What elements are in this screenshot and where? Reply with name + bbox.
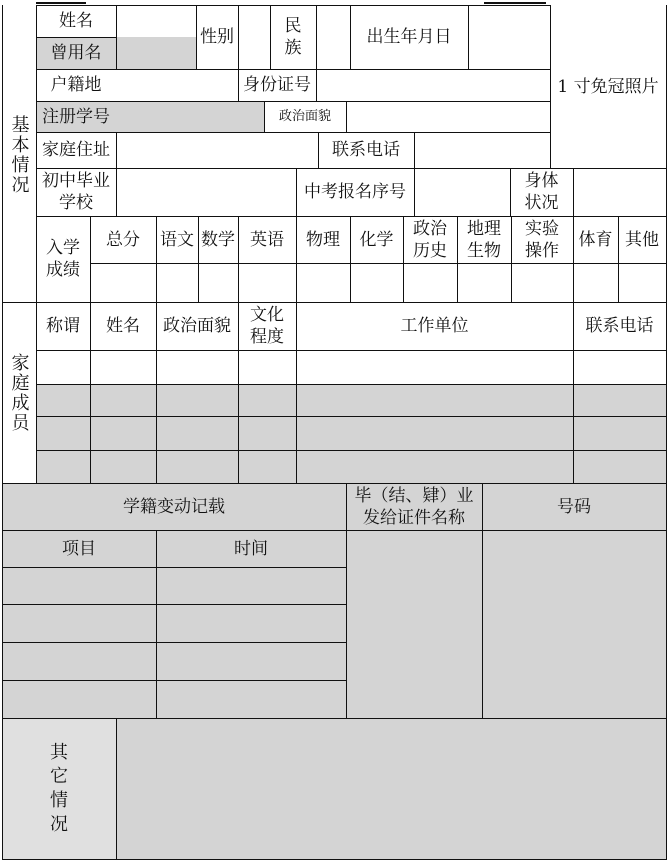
subject-chinese: 语文 [160, 229, 194, 250]
subject-chemistry: 化学 [359, 229, 394, 250]
line-v-573-a [573, 168, 574, 216]
id-number-label: 身份证号 [243, 75, 311, 95]
line-h-567 [2, 567, 347, 568]
subject-other: 其他 [625, 229, 659, 250]
family-header-relation: 称谓 [46, 316, 80, 336]
line-v-414-b [414, 168, 415, 216]
certificate-title: 毕（结、肄）业发给证件名称 [354, 485, 474, 528]
line-v-468 [468, 5, 469, 69]
subject-pe: 体育 [578, 229, 613, 250]
subject-geo-bio: 地理生物 [467, 218, 501, 261]
family-header-phone: 联系电话 [585, 316, 654, 336]
domicile-label: 户籍地 [50, 75, 102, 95]
line-v-116-a [116, 5, 117, 69]
subject-english: 英语 [250, 229, 284, 250]
line-h-bottom [2, 859, 667, 860]
line-v-outer-right [666, 5, 667, 859]
phone-label: 联系电话 [332, 140, 400, 160]
item-header: 项目 [62, 538, 96, 559]
line-v-116-b [116, 132, 117, 216]
basic-section-label: 基本情况 [8, 115, 30, 195]
subject-lab: 实验操作 [525, 218, 559, 261]
line-h-642 [2, 642, 347, 643]
address-label: 家庭住址 [42, 140, 110, 160]
line-v-other-116 [116, 718, 117, 859]
number-title: 号码 [557, 496, 591, 517]
line-v-346 [346, 101, 347, 132]
line-v-414 [414, 132, 415, 168]
former-name-label: 曾用名 [50, 43, 102, 63]
political-status-label: 政治面貌 [278, 108, 331, 124]
status-changes-title: 学籍变动记载 [123, 496, 225, 517]
subject-math: 数学 [201, 229, 235, 250]
family-header-name: 姓名 [106, 316, 140, 336]
exam-no-label: 中考报名序号 [304, 182, 406, 202]
family-header-political: 政治面貌 [163, 316, 231, 336]
other-label: 其它情况 [50, 741, 68, 835]
subject-physics: 物理 [306, 229, 340, 250]
line-v-316 [316, 5, 317, 101]
entrance-scores-label: 入学成绩 [46, 238, 80, 280]
family-header-employer: 工作单位 [400, 316, 469, 336]
photo-placeholder: 1 寸免冠照片 [557, 76, 659, 97]
gender-label: 性别 [200, 27, 234, 47]
time-header: 时间 [234, 538, 268, 559]
top-mark-left [36, 2, 86, 4]
line-h-604 [2, 604, 347, 605]
junior-school-label: 初中毕业学校 [42, 171, 110, 213]
reg-no-label: 注册学号 [42, 106, 110, 127]
ethnicity-label: 民族 [284, 16, 302, 58]
family-header-education: 文化程度 [250, 305, 284, 347]
subject-total: 总分 [106, 229, 140, 250]
line-h-263 [90, 263, 667, 264]
birth-date-label: 出生年月日 [366, 27, 452, 47]
health-label: 身体状况 [524, 171, 559, 213]
top-mark-right [484, 2, 546, 4]
name-label: 姓名 [59, 11, 93, 31]
line-h-680 [2, 680, 347, 681]
subject-politics-history: 政治历史 [413, 218, 447, 261]
family-section-label: 家庭成员 [8, 352, 30, 433]
